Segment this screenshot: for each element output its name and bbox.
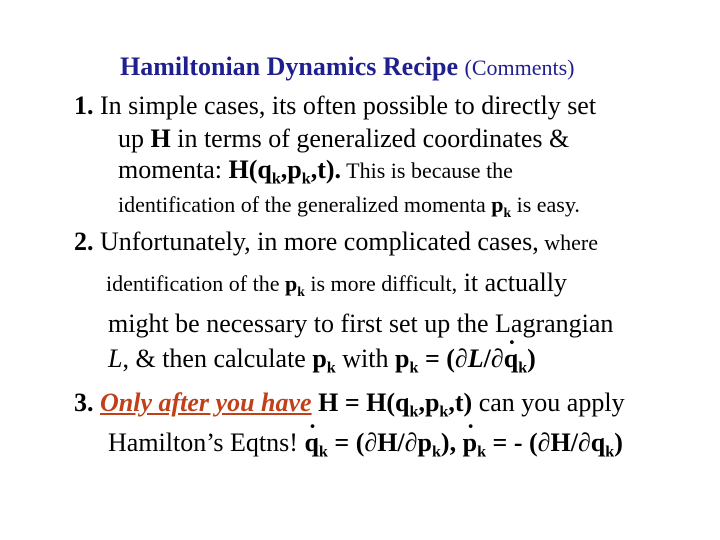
title-text: Hamiltonian Dynamics Recipe [120, 52, 458, 81]
point-2-line-4: L, & then calculate $p_k$ with $p_k = (\partial L/\partial\cdot q_k)$ [108, 346, 536, 372]
p-dot-symbol: · p [463, 430, 477, 456]
point-2-line-1: 2. Unfortunately, in more complicated cases, where [74, 227, 598, 256]
point-2-line-3: might be necessary to first set up the Lagrangian [108, 309, 614, 338]
point-1-line-4: identification of the generalized momenta $p_k$ is easy. [118, 192, 580, 220]
emphasis-text: Only after you have [100, 388, 312, 417]
title-comment: (Comments) [464, 55, 575, 80]
point-2-number: 2. [74, 227, 94, 256]
point-1-line-2: up H in terms of generalized coordinates & [118, 124, 570, 153]
point-1-line-1: 1. In simple cases, its often possible to directly set [74, 91, 597, 120]
point-3-number: 3. [74, 388, 94, 417]
slide-title [120, 54, 575, 80]
point-3-line-2: Hamilton’s Eqtns! · $q_k = (\partial H/\partial p_k)$, · $p_k$ = - $(\partial H/\partial q_k)$ [108, 430, 623, 456]
point-2-line-2: identification of the $p_k$ is more difficult, it actually [106, 268, 567, 299]
point-1-line-3: momenta: $H(q_k,p_k,t)$. This is because the [118, 155, 513, 188]
point-1-number: 1. [74, 91, 94, 120]
q-dot-symbol: · q [304, 430, 318, 456]
q-dot-symbol: · q [504, 346, 518, 372]
point-3-line-1: 3. Only after you have $H = H(q_k,p_k,t)$ can you apply [74, 388, 625, 421]
